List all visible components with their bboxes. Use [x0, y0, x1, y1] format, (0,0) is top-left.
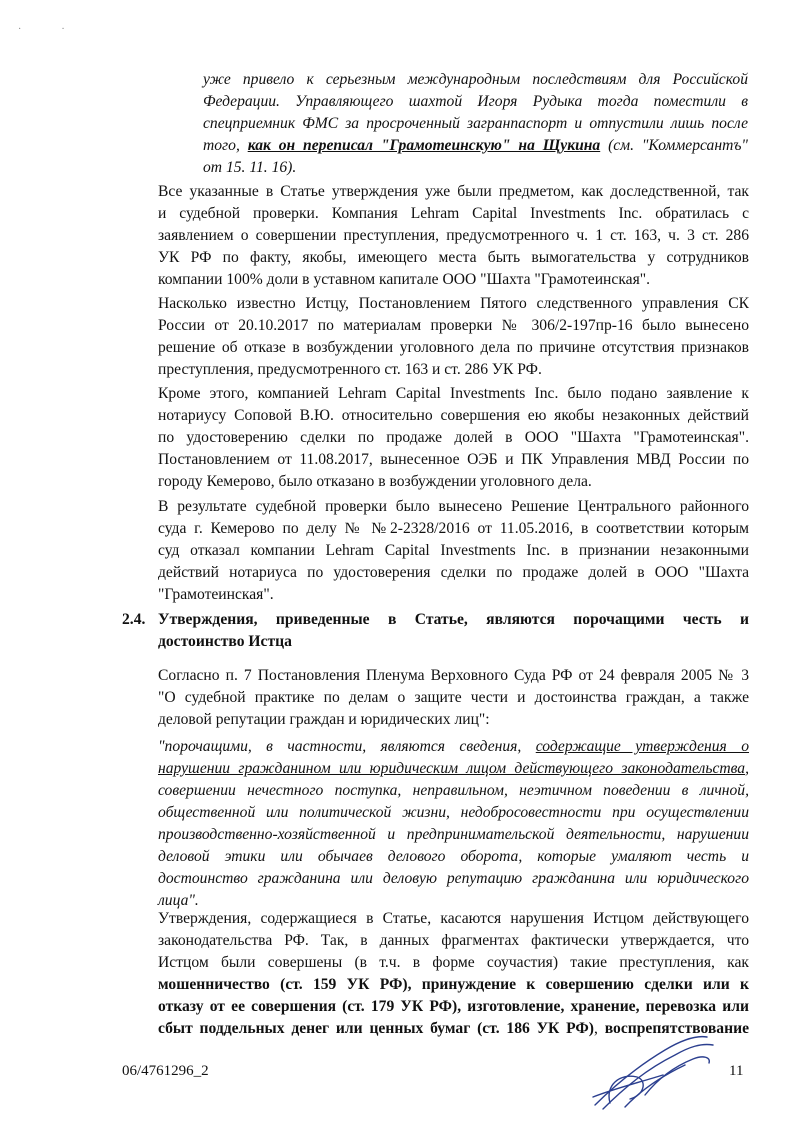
signature-image	[585, 1025, 720, 1115]
page-number: 11	[729, 1063, 744, 1079]
quote-kommersant: уже привело к серьезным международным последствиям для Российской Федерации. Управляющего шахтой Игоря Рудыка тогда поместили в спецприемник ФМС за просроченный загранпаспорт и отпустили лишь после того, как он переписал "Грамотеинскую" на Щукина (см. "Коммерсантъ" от 15. 11. 16).	[203, 71, 748, 176]
paragraph-investigation-refusal: Насколько известно Истцу, Постановлением Пятого следственного управления СК России от 20.10.2017 по материалам проверки № 306/2-197пр-16 было вынесено решение об отказе в возбуждении уголовного дела по причине отсутствия признаков преступления, предусмотренного ст. 163 и ст. 286 УК РФ.	[158, 295, 749, 378]
paragraph-previous-checks: Все указанные в Статье утверждения уже были предметом, как доследственной, так и судебной проверки. Компания Lehram Capital Investments Inc. обратилась с заявлением о совершении преступления, предусмотренного ч. 1 ст. 163, ч. 3 ст. 286 УК РФ по факту, якобы, имеющего места быть вымогательства у сотрудников компании 100% доли в уставном капитале ООО "Шахта "Грамотеинская".	[158, 183, 749, 288]
underlined-emphasis: как он переписал "Грамотеинскую" на Щукина	[247, 137, 601, 154]
paragraph-alleged-crimes: Утверждения, содержащиеся в Статье, касаются нарушения Истцом действующего законодательства РФ. Так, в данных фрагментах фактически утверждается, что Истцом были совершены (в т.ч. в форме соучастия) такие преступления, как мошенничество (ст. 159 УК РФ), принуждение к совершению сделки или к отказу от ее совершения (ст. 179 УК РФ), изготовление, хранение, перевозка или сбыт поддельных денег или ценных бумаг (ст. 186 УК РФ), воспрепятствование	[158, 910, 749, 1037]
scan-marks: ··	[18, 24, 105, 35]
paragraph-plenum-reference: Согласно п. 7 Постановления Пленума Верховного Суда РФ от 24 февраля 2005 № 3 "О судебной практике по делам о защите чести и достоинства граждан, а также деловой репутации граждан и юридических лиц":	[158, 667, 749, 728]
section-number: 2.4.	[122, 611, 146, 628]
document-id: 06/4761296_2	[122, 1063, 209, 1079]
paragraph-notary-complaint: Кроме этого, компанией Lehram Capital Investments Inc. было подано заявление к нотариусу Соповой В.Ю. относительно совершения ею якобы незаконных действий по удостоверению сделки по продаже долей в ООО "Шахта "Грамотеинская". Постановлением от 11.08.2017, вынесенное ОЭБ и ПК Управления МВД России по городу Кемерово, было отказано в возбуждении уголовного дела.	[158, 385, 749, 490]
quote-plenum-definition: "порочащими, в частности, являются сведения, содержащие утверждения о нарушении гражданином или юридическим лицом действующего законодательства, совершении нечестного поступка, неправильном, неэтичном поведении в личной, общественной или политической жизни, недобросовестности при осуществлении производственно-хозяйственной и предпринимательской деятельности, нарушении деловой этики или обычаев делового оборота, которые умаляют честь и достоинство гражданина или деловую репутацию гражданина или юридического лица".	[158, 738, 749, 909]
section-heading: Утверждения, приведенные в Статье, являются порочащими честь и достоинство Истца	[158, 611, 749, 650]
underlined-emphasis: нарушении гражданином или юридическим лицом действующего законодательства	[158, 760, 746, 777]
paragraph-court-decision: В результате судебной проверки было вынесено Решение Центрального районного суда г. Кемерово по делу № №2-2328/2016 от 11.05.2016, в соответствии которым суд отказал компании Lehram Capital Investments Inc. в признании незаконными действий нотариуса по удостоверения сделки по продаже долей в ООО "Шахта "Грамотеинская".	[158, 498, 749, 603]
underlined-emphasis: содержащие утверждения о	[535, 738, 749, 755]
